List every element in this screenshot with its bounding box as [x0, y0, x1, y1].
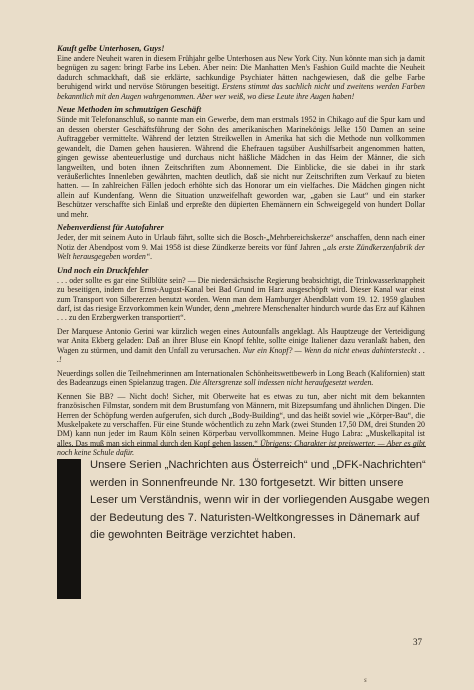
article-body	[57, 369, 425, 388]
article-side-income	[57, 223, 425, 261]
article-remark: Erstens stimmt das sachlich nicht und zweitens werden Farben bekanntlich mit den Augen wahrgenommen. Aber wer weiß, wo diese Leute ihre Augen haben!	[57, 82, 425, 101]
article-column	[57, 44, 425, 462]
article-misprint	[57, 266, 425, 323]
article-body	[57, 233, 425, 261]
article-heading: Nebenverdienst für Autofahrer	[57, 223, 164, 233]
article-gerini	[57, 327, 425, 365]
article-remark: Übrigens: Charakter ist preiswerter. — Aber es gibt noch keine Schule dafür.	[57, 438, 425, 458]
article-dirty-business	[57, 105, 425, 219]
article-remark: Nur ein Knopf? — Wenn da nicht etwas dahintersteckt . . .!	[57, 345, 425, 365]
notice-bar	[57, 459, 81, 599]
article-heading: Und noch ein Druckfehler	[57, 265, 149, 275]
article-heading: Neue Methoden im schmutzigen Geschäft	[57, 105, 202, 115]
article-text: Neuerdings sollen die Teilnehmerinnen am Internationalen Schönheitswettbewerb in Long Beach (Kalifornien) statt des Badeanzugs einen Spielanzug tragen.	[57, 368, 425, 388]
section-divider	[57, 446, 426, 447]
article-long-beach	[57, 369, 425, 388]
article-remark: Die Altersgrenze soll indessen nicht heraufgesetzt werden.	[189, 378, 374, 388]
article-body	[57, 392, 425, 458]
footer-mark: s	[364, 676, 367, 684]
article-heading: Kauft gelbe Unterhosen, Guys!	[57, 44, 165, 53]
page-number: 37	[413, 637, 422, 647]
article-body	[57, 276, 425, 323]
article-body	[57, 327, 425, 365]
article-text: . . . oder sollte es gar eine Stilblüte sein? — Die niedersächsische Regierung beabsichtigt, die Trinkwasserknappheit zu beseitigen, indem der Ernst-August-Kanal bei Bad Grund im Harz ausgeschöpft wird. Dieser Kanal war einst zum Transport von Silbererzen benutzt worden. Wenn man dem Hamburger Abendblatt vom 19. 12. 1959 glauben darf, ist das riesige Erzvorkommen kein Wunder, denn „mehrere Menschenalter hindurch wurde das Erz auf Kähnen . . . zu den Erzbergwerken transportiert“.	[57, 275, 425, 323]
article-text: Sünde mit Telefonanschluß, so nannte man ein Gewerbe, dem man erstmals 1952 in Chikago auf die Spur kam und an dessen oberster Geschäftsführung der Sohn des amerikanischen Marinekönigs Jelke 150 Damen an seine Auftraggeber vermittelte. Während der letzten Streikwellen in Amerika hat sich die Methode nun vollkommen gewandelt, die Damen gehen hausieren. Während die Ehefrauen tagsüber Aushilfsarbeit angenommen hatten, gingen gewisse abenteuerlustige und durchaus nicht häßliche Mädchen in das Heim der Männer, die sich langweilten, und boten ihnen Zeitschriften zum Abonnement. Die Einblicke, die sie dabei in ihr stark veräußerlichtes Innenleben gewährten, machten deutlich, daß sie nicht nur Zeitschriften zum Verkauf zu bieten hatten. — In zahlreichen Fällen jedoch erhöhte sich das Honorar um ein vielfaches. Die Mädchen gingen nicht allein auf Kundenfang. Wenn die Situation unzweifelhaft geworden war, „gaben sie Laut“ und ein starker Beschützer verschaffte sich Einlaß und erpreßte den düpierten Ehemännern ein Schweigegeld von hundert Dollar und mehr.	[57, 115, 425, 219]
article-text: Jeder, der mit seinem Auto in Urlaub fährt, sollte sich die Bosch-„Mehrbereichskerze“ anschaffen, denn nach einer Notiz der Abendpost vom 9. Mai 1958 ist diese Zündkerze bereits vor fünf Jahren	[57, 233, 425, 252]
article-body	[57, 54, 425, 101]
notice-text: Unsere Serien „Nachrichten aus Österreich“ und „DFK-Nachrichten“ werden in Sonnenfreunde Nr. 130 fortgesetzt. Wir bitten unsere Leser um Verständnis, wenn wir in der vorliegenden Ausgabe wegen der Bedeutung des 7. Naturisten-Weltkongresses in Dänemark auf die gewohnten Beiträge verzichtet haben.	[90, 459, 430, 542]
editorial-notice	[57, 457, 431, 607]
article-text: Eine andere Neuheit waren in diesem Frühjahr gelbe Unterhosen aus New York City. Nun könnte man sich ja damit begnügen zu sagen: bringt Farbe ins Leben. Aber nein: Die Manhatten Men's Fashion Guild machte die Neuheit dadurch schmackhaft, daß sie erklärte, sachkundige Psychiater hätten nachgewiesen, daß die gelbe Farbe beruhigend wirkt und nervöse Störungen beseitigt.	[57, 54, 425, 92]
article-body	[57, 115, 425, 219]
article-text: Kennen Sie BB? — Nicht doch! Sicher, mit Oberweite hat es etwas zu tun, aber nicht mit dem bekannten französischen Filmstar, sondern mit dem Brustumfang von Männern, mit Bizepsumfang und ähnlichen Dingen. Die Herren der Schöpfung werden aufgerufen, sich durch „Body-Building“, und das heißt soviel wie „Körper-Bau“, die Muskelpakete zu verschaffen. Für eine Stunde wöchentlich zu zehn Mark (zwei Stunden 17,50 DM, drei Stunden 20 DM) kann nun jeder im Raum Köln seinen Körperbau vervollkommnen. Meine Hugo Labra: „Muskelkapital ist alles. Das muß man sich einmal durch den Kopf gehen lassen.“	[57, 391, 425, 448]
article-body-building	[57, 392, 425, 458]
article-text: Der Marquese Antonio Gerini war kürzlich wegen eines Autounfalls angeklagt. Als Hauptzeuge der Verteidigung war Anita Ekberg geladen: Daß an ihrer Bluse ein Knopf fehlte, sollte einige Italiener dazu veranlaßt haben, den Wagen zu stürmen, und damit den Unfall zu verursachen.	[57, 326, 425, 355]
article-remark: „als erste Zündkerzenfabrik der Welt herausgegeben worden“.	[57, 242, 425, 262]
article-yellow-underwear	[57, 44, 425, 101]
